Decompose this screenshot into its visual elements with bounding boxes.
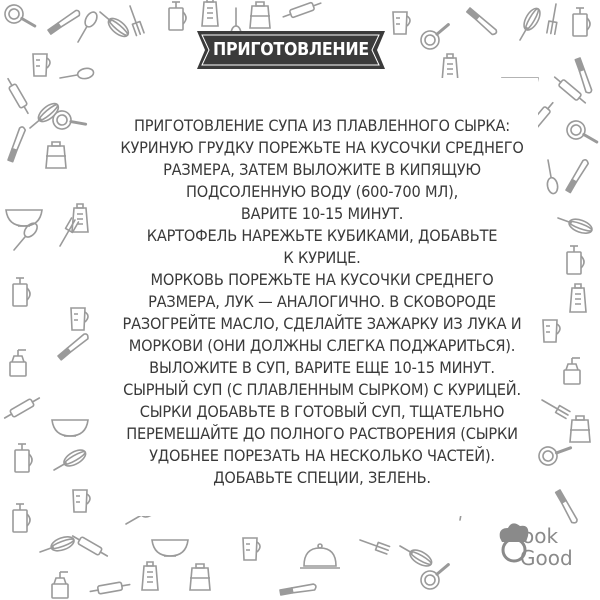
recipe-line: СЫРНЫЙ СУП (С ПЛАВЛЕННЫМ СЫРКОМ) С КУРИЦЕЙ. xyxy=(123,380,521,399)
recipe-line: ВАРИТЕ 10-15 МИНУТ. xyxy=(240,204,404,223)
recipe-line: МОРКОВЬ ПОРЕЖЬТЕ НА КУСОЧКИ СРЕДНЕГО xyxy=(150,270,494,289)
recipe-line: КАРТОФЕЛЬ НАРЕЖЬТЕ КУБИКАМИ, ДОБАВЬТЕ xyxy=(146,226,498,245)
recipe-line: РАЗОГРЕЙТЕ МАСЛО, СДЕЛАЙТЕ ЗАЖАРКУ ИЗ ЛУКА И xyxy=(122,314,522,333)
recipe-line: К КУРИЦЕ. xyxy=(283,248,361,267)
recipe-line: РАЗМЕРА, ЗАТЕМ ВЫЛОЖИТЕ В КИПЯЩУЮ xyxy=(163,160,481,179)
recipe-line: КУРИНУЮ ГРУДКУ ПОРЕЖЬТЕ НА КУСОЧКИ СРЕДНЕГО xyxy=(120,138,524,157)
recipe-line: УДОБНЕЕ ПОРЕЗАТЬ НА НЕСКОЛЬКО ЧАСТЕЙ). xyxy=(149,446,495,465)
cook-good-logo xyxy=(488,520,580,580)
recipe-line: ДОБАВЬТЕ СПЕЦИИ, ЗЕЛЕНЬ. xyxy=(213,468,431,487)
logo-line-1: ook xyxy=(522,524,559,548)
recipe-line: ПОДСОЛЕННУЮ ВОДУ (600-700 МЛ), xyxy=(185,182,459,201)
recipe-line: СЫРКИ ДОБАВЬТЕ В ГОТОВЫЙ СУП, ТЩАТЕЛЬНО xyxy=(139,402,505,421)
recipe-text xyxy=(102,115,542,489)
recipe-line: МОРКОВИ (ОНИ ДОЛЖНЫ СЛЕГКА ПОДЖАРИТЬСЯ). xyxy=(128,336,516,355)
recipe-line: ПРИГОТОВЛЕНИЕ СУПА ИЗ ПЛАВЛЕННОГО СЫРКА: xyxy=(134,116,510,135)
banner-title: ПРИГОТОВЛЕНИЕ xyxy=(213,39,369,60)
recipe-line: ПЕРЕМЕШАЙТЕ ДО ПОЛНОГО РАСТВОРЕНИЯ (СЫРКИ xyxy=(126,424,518,443)
recipe-line: ВЫЛОЖИТЕ В СУП, ВАРИТЕ ЕЩЕ 10-15 МИНУТ. xyxy=(149,358,495,377)
recipe-line: РАЗМЕРА, ЛУК — АНАЛОГИЧНО. В СКОВОРОДЕ xyxy=(148,292,496,311)
logo-line-2: Good xyxy=(520,546,573,570)
title-banner xyxy=(191,28,391,72)
